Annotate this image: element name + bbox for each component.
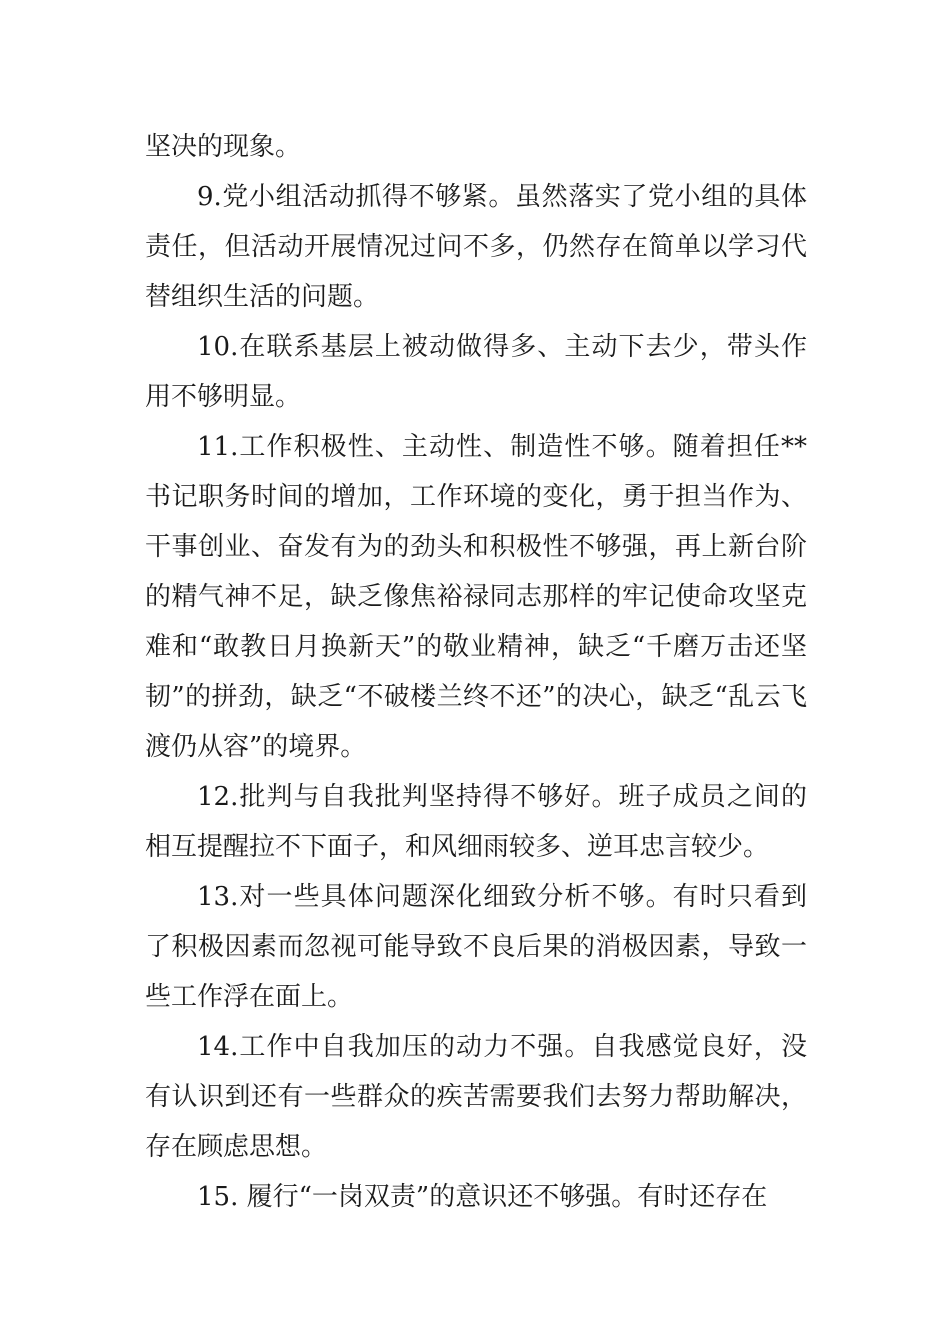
paragraph-item-14: 14.工作中自我加压的动力不强。自我感觉良好，没有认识到还有一些群众的疾苦需要我们去努力帮助解决，存在顾虑思想。: [145, 1032, 807, 1162]
paragraph-item-10: 10.在联系基层上被动做得多、主动下去少，带头作用不够明显。: [145, 332, 807, 412]
paragraph-item-12: 12.批判与自我批判坚持得不够好。班子成员之间的相互提醒拉不下面子，和风细雨较多、逆耳忠言较少。: [145, 782, 807, 862]
paragraph-continuation: 坚决的现象。: [145, 132, 302, 162]
paragraph-item-9: 9.党小组活动抓得不够紧。虽然落实了党小组的具体责任，但活动开展情况过问不多，仍然存在简单以学习代替组织生活的问题。: [145, 182, 807, 312]
paragraph-item-15: 15. 履行“一岗双责”的意识还不够强。有时还存在: [197, 1182, 768, 1212]
paragraph-item-13: 13.对一些具体问题深化细致分析不够。有时只看到了积极因素而忽视可能导致不良后果的消极因素，导致一些工作浮在面上。: [145, 882, 807, 1012]
document-body: [145, 122, 807, 1222]
paragraph-item-11: 11.工作积极性、主动性、制造性不够。随着担任**书记职务时间的增加，工作环境的变化，勇于担当作为、干事创业、奋发有为的劲头和积极性不够强，再上新台阶的精气神不足，缺乏像焦裕禄同志那样的牢记使命攻坚克难和“敢教日月换新天”的敬业精神，缺乏“千磨万击还坚韧”的拼劲，缺乏“不破楼兰终不还”的决心，缺乏“乱云飞渡仍从容”的境界。: [145, 432, 807, 762]
